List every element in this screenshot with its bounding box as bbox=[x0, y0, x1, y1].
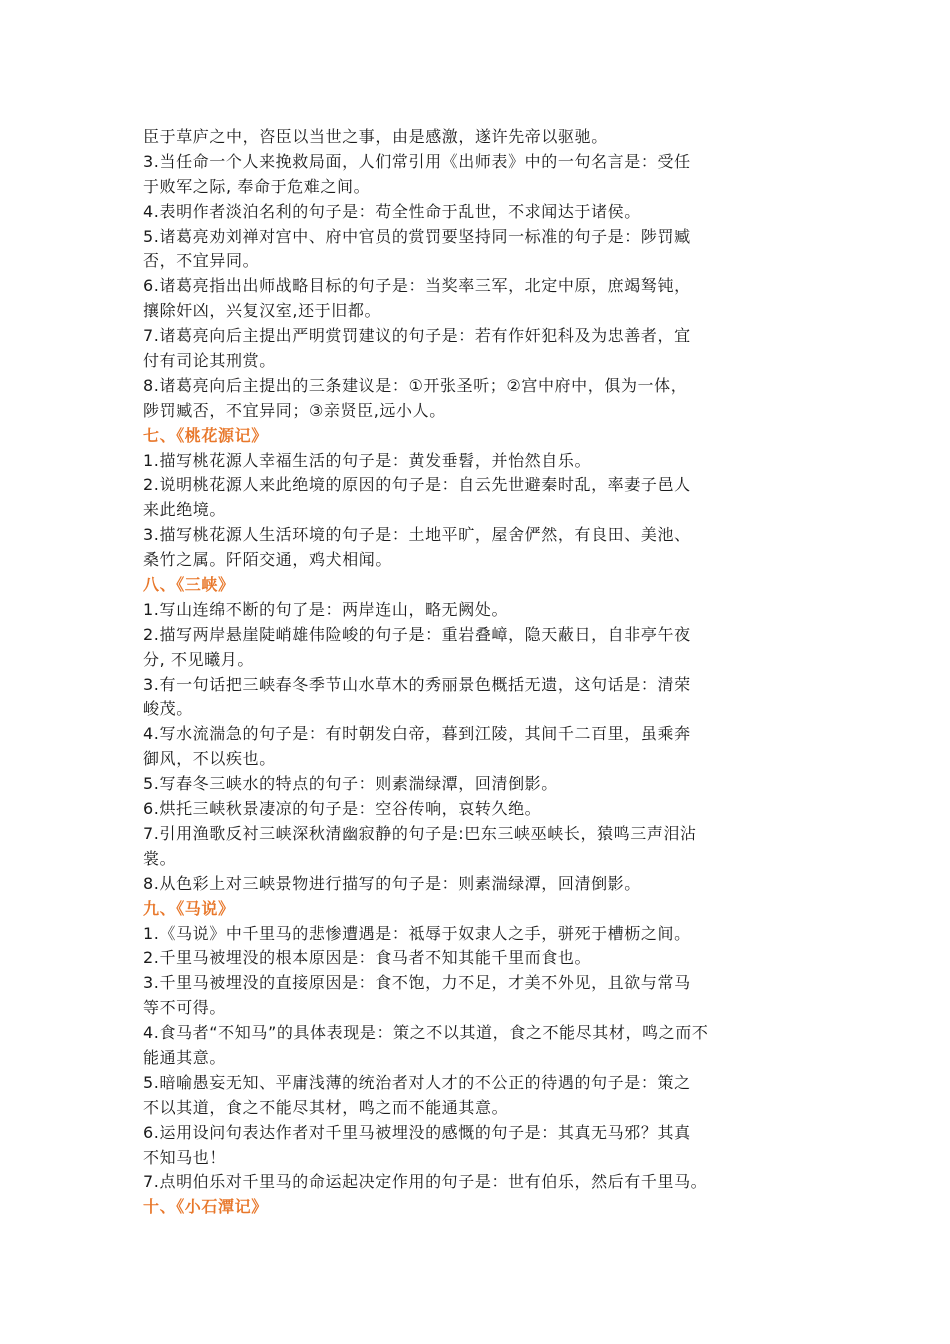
text-line: 2.千里马被埋没的根本原因是：食马者不知其能千里而食也。 bbox=[143, 948, 592, 968]
section-heading: 十、《小石潭记》 bbox=[143, 1197, 268, 1217]
text-line: 御风，不以疾也。 bbox=[143, 749, 276, 769]
section-heading: 八、《三峡》 bbox=[143, 575, 235, 595]
text-line: 1.写山连绵不断的句了是：两岸连山，略无阙处。 bbox=[143, 599, 509, 619]
document-page bbox=[143, 125, 810, 1220]
text-line: 桑竹之属。阡陌交通，鸡犬相闻。 bbox=[143, 550, 393, 570]
text-line: 裳。 bbox=[143, 848, 177, 868]
text-line: 峻茂。 bbox=[143, 699, 193, 719]
text-line: 1.描写桃花源人幸福生活的句子是：黄发垂髫，并怡然自乐。 bbox=[143, 450, 592, 470]
text-line: 7.引用渔歌反衬三峡深秋清幽寂静的句子是:巴东三峡巫峡长，猿鸣三声泪沾 bbox=[143, 823, 697, 843]
text-line: 4.食马者“不知马”的具体表现是：策之不以其道，食之不能尽其材，鸣之而不 bbox=[143, 1023, 709, 1043]
text-line: 来此绝境。 bbox=[143, 500, 227, 520]
text-line: 4.写水流湍急的句子是：有时朝发白帝，暮到江陵，其间千二百里，虽乘奔 bbox=[143, 724, 691, 744]
text-line: 3.当任命一个人来挽救局面，人们常引用《出师表》中的一句名言是：受任 bbox=[143, 151, 691, 171]
text-line: 8.从色彩上对三峡景物进行描写的句子是：则素湍绿潭，回清倒影。 bbox=[143, 873, 641, 893]
text-line: 3.有一句话把三峡春冬季节山水草木的秀丽景色概括无遗，这句话是：清荣 bbox=[143, 674, 691, 694]
text-line: 7.点明伯乐对千里马的命运起决定作用的句子是：世有伯乐，然后有千里马。 bbox=[143, 1172, 708, 1192]
text-line: 付有司论其刑赏。 bbox=[143, 351, 276, 371]
text-line: 分, 不见曦月。 bbox=[143, 649, 254, 669]
text-line: 2.描写两岸悬崖陡峭雄伟险峻的句子是：重岩叠嶂，隐天蔽日，自非亭午夜 bbox=[143, 624, 691, 644]
text-line: 2.说明桃花源人来此绝境的原因的句子是：自云先世避秦时乱，率妻子邑人 bbox=[143, 475, 691, 495]
text-line: 6.诸葛亮指出出师战略目标的句子是：当奖率三军，北定中原，庶竭驽钝， bbox=[143, 276, 691, 296]
text-line: 不知马也！ bbox=[143, 1147, 227, 1167]
text-line: 7.诸葛亮向后主提出严明赏罚建议的句子是：若有作奸犯科及为忠善者，宜 bbox=[143, 326, 691, 346]
text-line: 臣于草庐之中，咨臣以当世之事，由是感激，遂许先帝以驱驰。 bbox=[143, 127, 608, 146]
text-line: 6.烘托三峡秋景凄凉的句子是：空谷传响，哀转久绝。 bbox=[143, 799, 542, 819]
text-line: 8.诸葛亮向后主提出的三条建议是：①开张圣听；②宫中府中，俱为一体， bbox=[143, 375, 688, 395]
text-line: 能通其意。 bbox=[143, 1047, 227, 1067]
text-line: 5.暗喻愚妄无知、平庸浅薄的统治者对人才的不公正的待遇的句子是：策之 bbox=[143, 1072, 691, 1092]
text-line: 5.诸葛亮劝刘禅对宫中、府中官员的赏罚要坚持同一标准的句子是：陟罚臧 bbox=[143, 226, 691, 246]
text-line: 陟罚臧否，不宜异同；③亲贤臣,远小人。 bbox=[143, 400, 446, 420]
text-line: 5.写春冬三峡水的特点的句子：则素湍绿潭，回清倒影。 bbox=[143, 774, 558, 794]
text-line: 6.运用设问句表达作者对千里马被埋没的感慨的句子是：其真无马邪？其真 bbox=[143, 1122, 691, 1142]
section-heading: 九、《马说》 bbox=[143, 898, 235, 918]
text-line: 1.《马说》中千里马的悲惨遭遇是：祗辱于奴隶人之手，骈死于槽枥之间。 bbox=[143, 923, 691, 943]
text-line: 攘除奸凶，兴复汉室,还于旧都。 bbox=[143, 301, 382, 321]
text-line: 等不可得。 bbox=[143, 998, 227, 1018]
text-line: 于败军之际, 奉命于危难之间。 bbox=[143, 176, 371, 196]
section-heading: 七、《桃花源记》 bbox=[143, 425, 268, 445]
text-line: 不以其道，食之不能尽其材，鸣之而不能通其意。 bbox=[143, 1097, 509, 1117]
text-line: 3.描写桃花源人生活环境的句子是：土地平旷，屋舍俨然，有良田、美池、 bbox=[143, 525, 691, 545]
text-line: 4.表明作者淡泊名利的句子是：苟全性命于乱世，不求闻达于诸侯。 bbox=[143, 201, 641, 221]
text-line: 否，不宜异同。 bbox=[143, 251, 260, 271]
text-line: 3.千里马被埋没的直接原因是：食不饱，力不足，才美不外见，且欲与常马 bbox=[143, 973, 691, 993]
